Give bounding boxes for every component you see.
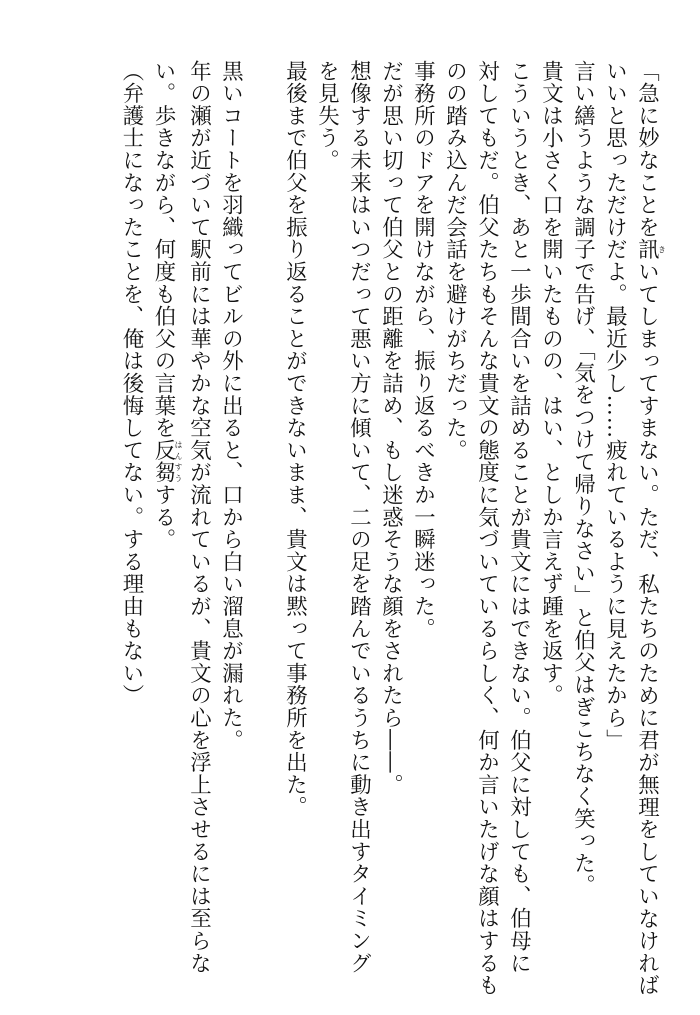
vertical-text-body — [115, 60, 667, 997]
text-line-6: 対してもだ。伯父たちもそんな貴文の態度に気づいているらしく、何か言いたげな顔はするも — [474, 60, 500, 997]
ruby-annotation: 訊き — [634, 238, 667, 261]
text-line-12: 最後まで伯父を振り返ることができないまま、貴文は黙って事務所を出た。 — [282, 60, 308, 819]
text-line-7: のの踏み込んだ会話を避けがちだった。 — [442, 60, 468, 462]
text-line-1: 「急に妙なことを訊きいてしまってすまない。ただ、私たちのために君が無理をしていなければ — [634, 60, 667, 997]
text-line-15: い。歩きながら、何度も伯父の言葉を反芻はんすうする。 — [151, 60, 183, 551]
text-line-5: こういうとき、あと一歩間合いを詰めることが貴文にはできない。伯父に対しても、伯母に — [506, 60, 532, 975]
text-line-14: 年の瀬が近づいて駅前には華やかな空気が流れているが、貴文の心を浮上させるには至らな — [186, 60, 212, 975]
ruby-annotation: 反芻はんすう — [151, 439, 183, 484]
text-line-3: 言い繕うような調子で告げ、「気をつけて帰りなさい」と伯父はぎこちなく笑った。 — [570, 60, 596, 897]
text-line-11: を見失う。 — [314, 60, 340, 172]
text-line-2: いいと思っただけだよ。最近少し……疲れているように見えたから」 — [602, 60, 628, 752]
text-line-16: （弁護士になったことを、俺は後悔してない。する理由もない） — [119, 60, 144, 707]
blank-line — [247, 60, 279, 975]
text-line-10: 想像する未来はいつだって悪い方に傾いて、二の足を踏んでいるうちに動き出すタイミング — [346, 60, 372, 975]
text-line-9: だが思い切って伯父との距離を詰め、もし迷惑そうな顔をされたら――。 — [378, 60, 404, 796]
text-line-4: 貴文は小さく口を開いたものの、はい、としか言えず踵を返す。 — [538, 60, 564, 707]
text-line-8: 事務所のドアを開けながら、振り返るべきか一瞬迷った。 — [410, 60, 436, 640]
text-line-13: 黒いコートを羽織ってビルの外に出ると、口から白い溜息が漏れた。 — [218, 60, 244, 752]
